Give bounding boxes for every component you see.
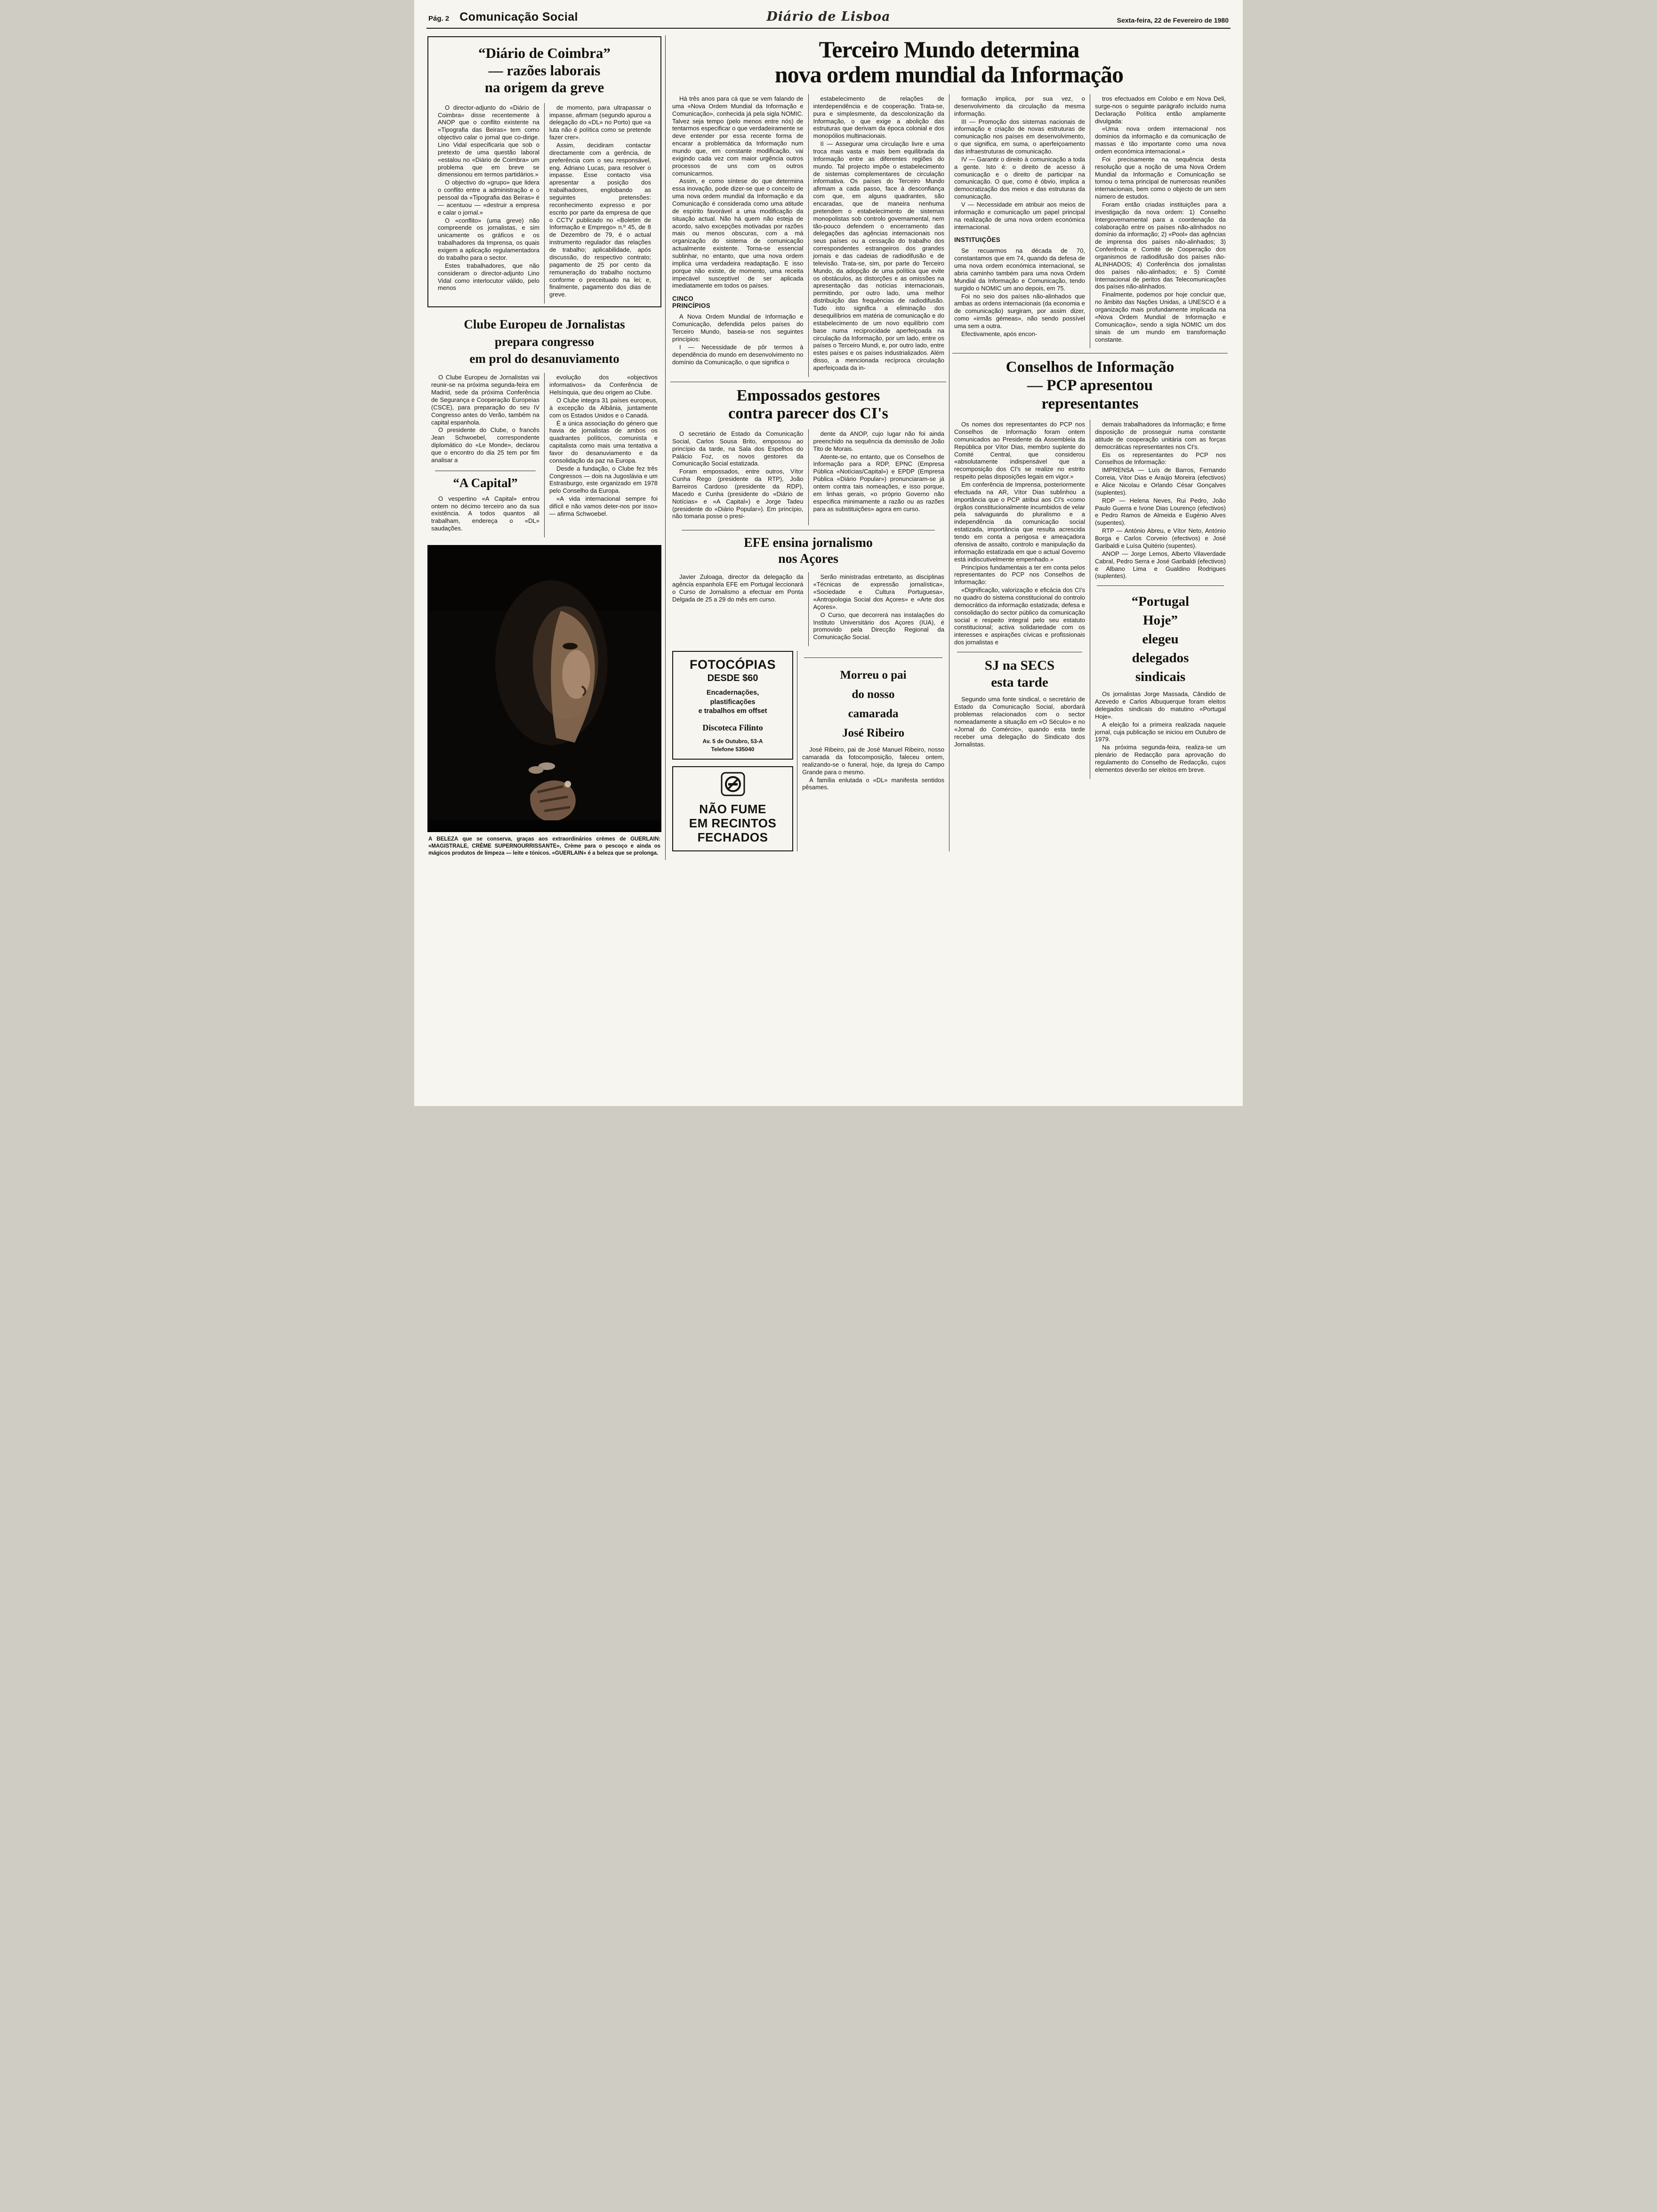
headline-line: Morreu o pai	[840, 669, 907, 682]
subhead-line: CINCO	[672, 295, 693, 303]
paragraph: «Dignificação, valorização e eficácia dos CI's no quadro do sistema constitucional do controlo democrático da informação estatizada; defesa e consolidação do sector público da comunicação social e respeito integral pelo seu estatuto constitucional; activa solidariedade com os interesses e aspirações cívicas e profissionais dos jornalistas e	[954, 586, 1085, 646]
paragraph: O secretário de Estado da Comunicação Social, Carlos Sousa Brito, empossou ao princípio da tarde, na Sala dos Espelhos do Palácio Foz, os novos gestores da Comunicação Social estatizada.	[672, 430, 804, 467]
column-text	[431, 495, 539, 532]
headline-line: na origem da greve	[484, 79, 604, 96]
article-headline: “A Capital”	[435, 471, 536, 490]
right-zone-halves	[668, 94, 1231, 851]
subhead-line: PRINCÍPIOS	[672, 302, 711, 310]
ads-and-obituary-row	[668, 651, 949, 851]
headline-line: “Diário de Coimbra”	[478, 45, 611, 61]
article-clube-europeu	[426, 316, 662, 537]
paragraph: Os jornalistas Jorge Massada, Cândido de Azevedo e Carlos Albuquerque foram eleitos delegados sindicais do matutino «Portugal Hoje».	[1095, 690, 1226, 720]
headline-line: — PCP apresentou	[1027, 377, 1153, 394]
paragraph: Foram então criadas instituições para a investigação da nova ordem: 1) Conselho Intergovernamental para a coordenação da colaboração entre os países não-alinhados no domínio da informação; 2) «Pool» das agências de imprensa dos países não-alinhados; 3) Conferência e Comité de Cooperação dos organismos de radiodifusão dos países não-ALINHADOS; 4) Conferência dos jornalistas dos países não-alinhados; e 5) Comité Internacional de peritos das Telecomunicações dos países não-alinhados.	[1095, 201, 1226, 290]
paragraph: RDP — Helena Neves, Rui Pedro, João Paulo Guerra e Ivone Dias Lourenço (efectivos) e Pedro Ramos de Almeida e Eugénio Alves (supentes).	[1095, 497, 1226, 527]
paragraph: demais trabalhadores da Informação; e firme disposição de prosseguir numa constante atitude de cooperação unitária com as forças democráticas representantes nos CI's.	[1095, 421, 1226, 450]
paragraph: «Uma nova ordem internacional nos domínios da informação e da comunicação de massas é tão importante como uma nova ordem económica internacional.»	[1095, 125, 1226, 155]
text-column	[1090, 94, 1231, 348]
paragraph: Assim, decidiram contactar directamente com a gerência, de preferência com o seu responsável, eng. Adriano Lucas, para resolver o impasse. Esse contacto visa apresentar a posição dos trabalhadores, englobando as seguintes pretensões: reconhecimento expresso e por escrito por parte da empresa de que o CCTV publicado no «Boletim de Informação e Emprego» n.º 45, de 8 de Dezembro de 79, é o actual instrumento regulador das relações de trabalho; aplicabilidade, após discussão, do respectivo contrato; pagamento de 25 por cento da remuneração do trabalho nocturno conforme o preceituado na lei; e, finalmente, pagamento dos dias de greve.	[549, 142, 651, 298]
paragraph: Finalmente, podemos por hoje concluir que, no âmbito das Nações Unidas, a UNESCO é a organização mais profundamente implicada na «Nova Ordem Mundial de Informação e Comunicação», sendo a sigla NOMIC um dos sinais de um mundo em transformação constante.	[1095, 291, 1226, 343]
headline-line: representantes	[1041, 395, 1139, 413]
article-columns	[668, 572, 949, 646]
article-columns	[949, 94, 1231, 348]
ad-text	[678, 802, 788, 845]
paragraph: III — Promoção dos sistemas nacionais de informação e criação de novas estruturas de comunicação nos países em desenvolvimento, o que significa, em suma, o aperfeiçoamento das infraestruturas de comunicação.	[954, 118, 1085, 155]
paragraph: A eleição foi a primeira realizada naquele jornal, cuja publicação se iniciou em Outubro de 1979.	[1095, 721, 1226, 743]
page-header	[426, 5, 1231, 29]
article-sj-na-secs	[954, 652, 1085, 748]
paragraph: I — Necessidade de pôr termos à dependência do mundo em desenvolvimento no domínio da Comunicação, o que significa o	[672, 343, 804, 366]
paragraph: formação implica, por sua vez, o desenvolvimento da circulação da mesma informação.	[954, 95, 1085, 117]
headline-line: do nosso	[852, 688, 895, 701]
paragraph: «A vida internacional sempre foi difícil e não vamos deter-nos por isso» — afirma Schwoebel.	[549, 495, 658, 517]
paragraph: Princípios fundamentais a ter em conta pelos representantes do PCP nos Conselhos de Informação:	[954, 563, 1085, 586]
column-text	[431, 374, 539, 464]
headline-line: José Ribeiro	[842, 727, 905, 740]
paragraph: O objectivo do «grupo» que lidera o conflito entre a administração e o pessoal da «Tipografia das Beiras» é — acentuou — «destruir a empresa e calar o jornal.»	[438, 179, 539, 216]
headline-line: nos Açores	[778, 551, 838, 566]
headline-line: Terceiro Mundo determina	[819, 36, 1079, 63]
paragraph: de momento, para ultrapassar o impasse, afirmam (segundo apurou a delegação do «DL» no Porto) que «a luta não é política como se pretende fazer crer».	[549, 104, 651, 141]
headline-line: Hoje”	[1142, 613, 1178, 628]
article-columns	[426, 373, 662, 537]
paragraph: Segundo uma fonte sindical, o secretário de Estado da Comunicação Social, abordará problemas relacionados com o sector nomeadamente a situação em «O Século» e no «Jornal do Comércio», quando esta tarde receber uma delegação do Sindicato dos Jornalistas.	[954, 696, 1085, 748]
paragraph: O vespertino «A Capital» entrou ontem no décimo terceiro ano da sua existência. A todos quantos ali trabalham, endereça o «DL» saudações.	[431, 495, 539, 532]
article-headline	[670, 382, 946, 423]
fotocopias-ad	[672, 651, 793, 760]
text-column	[949, 94, 1090, 348]
ad-services	[678, 689, 788, 716]
text-column	[808, 94, 949, 377]
paragraph: Serão ministradas entretanto, as disciplinas «Técnicas de expressão jornalística», «Sociedade e Cultura Portuguesa», «Antropologia Social dos Açores» e «Arte dos Açores».	[813, 573, 944, 610]
paragraph: À família enlutada o «DL» manifesta sentidos pêsames.	[802, 776, 944, 791]
half-left	[668, 94, 949, 851]
paragraph: É a única associação do género que havia de jornalistas de ambos os quadrantes políticos, comunista e capitalista como mais uma tentativa a favor do desanuviamento e da consolidação da paz na Europa.	[549, 419, 658, 464]
headline-line: delegados	[1132, 650, 1189, 666]
headline-line: sindicais	[1135, 669, 1186, 685]
column-text	[954, 95, 1085, 231]
text-column	[668, 94, 808, 377]
paragraph: Na próxima segunda-feira, realiza-se um plenário de Redacção para aprovação do regulamento do Conselho de Redacção, cujos elementos deverão ser eleitos em breve.	[1095, 744, 1226, 773]
text-column	[426, 373, 544, 537]
headline-line: nova ordem mundial da Informação	[774, 61, 1124, 88]
article-headline	[426, 316, 662, 367]
text-column	[949, 420, 1090, 779]
subhead-instituicoes: INSTITUIÇÕES	[954, 236, 1001, 244]
headline-line: em prol do desanuviamento	[469, 351, 619, 366]
paragraph: II — Assegurar uma circulação livre e uma troca mais vasta e mais bem equilibrada da Informação entre as diferentes regiões do mundo. Tal projecto impõe o estabelecimento de sistemas complementares de circulação informativa. Os países do Terceiro Mundo afirmam a cada passo, face à desconfiança com que, em alguns quadrantes, são encaradas, que de maneira nenhuma pretendem o estabelecimento de sistemas monopolistas sob controlo governamental, nem tão-pouco defendem o encerramento das delegações das agências internacionais nos seus países ou a cessação do trabalho dos correspondentes estrangeiros dos grandes jornais e das cadeias de radiodifusão e de televisão. Trata-se, sim, por parte do Terceiro Mundo, da adopção de uma política que evite os obstáculos, as distorções e as omissões na apresentação das notícias internacionais, permitindo, por outro lado, uma melhor distribuição das frequências de radiodifusão. Tudo isto significa a eliminação dos desequilíbrios em matéria de comunicação e do estabelecimento de um novo equilíbrio com base numa reciprocidade aperfeiçoada na circulação da Informação, por um lado, entre os países o Terceiro Mundi, e, por outro lado, entre estes países e os países industrializados. Além disso, a mencionada recíproca circulação aperfeiçoada da in-	[813, 140, 944, 371]
ad-service-line: e trabalhos em offset	[698, 707, 767, 715]
paragraph: estabelecimento de relações de interdependência e de cooperação. Trata-se, pura e simplesmente, da descolonização da Informação, o que exige a abolição das estruturas que derivam da época colonial e dos monopólios multinacionais.	[813, 95, 944, 140]
article-efe-jornalismo	[668, 525, 949, 646]
masthead-logo: Diário de Lisboa	[766, 9, 891, 24]
ad-phone: Telefone 535040	[711, 745, 755, 753]
paragraph: Estes trabalhadores, que não consideram o director-adjunto Lino Vidal como interlocutor válido, pelo menos	[438, 262, 539, 292]
article-columns	[433, 103, 656, 304]
article-obituario-jose-ribeiro	[802, 657, 944, 791]
article-empossados-gestores	[668, 377, 949, 525]
header-left	[428, 10, 766, 24]
headline-line: — razões laborais	[488, 62, 601, 79]
article-headline	[433, 45, 656, 96]
paragraph: Atente-se, no entanto, que os Conselhos de Informação para a RDP, EPNC (Empresa Pública «Notícias/Capital») e EPDP (Empresa Pública «Diário Popular») pronunciaram-se já ontem contra tais nomeações, e isso porque, em linhas gerais, «o próprio Governo não especifica minimamente a razão ou as razões para as substituições» agora em curso.	[813, 453, 944, 513]
text-column	[1090, 420, 1231, 779]
paragraph: Foi precisamente na sequência desta resolução que a noção de uma Nova Ordem Mundial da Informação e Comunicação se tornou o tema principal de numerosas reuniões internacionais, bem como o objecto de um sem número de estudos.	[1095, 155, 1226, 200]
subhead-cinco-principios	[672, 295, 804, 309]
photo-guerlain	[427, 545, 661, 857]
paragraph: Se recuarmos na década de 70, constantamos que em 74, quando da defesa de uma nova ordem económica internacional, se abria caminho também para uma nova Ordem Mundial da Informação e Comunicação, tendo surgido o NOMIC um ano depois, em 75.	[954, 247, 1085, 292]
text-column	[433, 103, 544, 304]
column-text	[672, 313, 804, 366]
headline-line: EFE ensina jornalismo	[744, 536, 873, 551]
text-column	[544, 103, 656, 304]
paragraph: Os nomes dos representantes do PCP nos Conselhos de Informação foram ontem comunicados ao Presidente da Assembleia da República por Vítor Dias, membro suplente do Comité Central, que considerou «absolutamente indispensável que a recomposição dos CI's se realize no estrito respeito pelas disposições legais em vigor.»	[954, 421, 1085, 481]
article-conselhos-informacao	[949, 348, 1231, 778]
ad-text-line: EM RECINTOS	[689, 816, 777, 831]
ad-text-line: FECHADOS	[697, 830, 768, 845]
ads-stack	[668, 651, 797, 851]
paragraph: RTP — António Abreu, e Vítor Neto, António Borga e Carlos Corveio (efectivos) e José Garibaldi e Luísa Quitério (supentes).	[1095, 527, 1226, 549]
text-column	[668, 572, 808, 646]
paragraph: Desde a fundação, o Clube fez três Congressos — dois na Jugoslávia e um Estrasburgo, este organizado em 1978 pelo Conselho da Europa.	[549, 465, 658, 495]
headline-line: “Portugal	[1131, 594, 1190, 609]
paragraph: evolução dos «objectivos informativos» da Conferência de Helsínquia, que deu origem ao Clube.	[549, 374, 658, 396]
article-headline	[804, 657, 942, 740]
paragraph: ANOP — Jorge Lemos, Alberto Vilaverdade Cabral, Pedro Serra e José Garibaldi (efectivos) e Albano Lima e Gualdino Rodrigues (suplentes).	[1095, 550, 1226, 580]
no-smoking-icon	[721, 772, 745, 799]
ad-subtitle: DESDE $60	[707, 673, 758, 684]
article-diario-de-coimbra	[427, 36, 661, 307]
page-body	[426, 35, 1231, 860]
paragraph: O Clube integra 31 países europeus, à excepção da Albânia, juntamente com os Estados Unidos e o Canadá.	[549, 396, 658, 419]
column-text	[954, 421, 1085, 646]
paragraph: O Curso, que decorrerá nas instalações do Instituto Universitário dos Açores (IUA), é promovido pela Direcção Regional da Comunicação Social.	[813, 611, 944, 641]
left-zone	[426, 35, 665, 860]
headline-line: esta tarde	[991, 675, 1048, 690]
paragraph: Foi no seio dos países não-alinhados que ambas as ordens internacionais (da economia e de comunicação) surgiram, por assim dizer, como «irmãs gémeas», não sendo possível uma sem a outra.	[954, 292, 1085, 330]
column-text	[954, 247, 1085, 337]
photo-image	[427, 545, 661, 832]
article-headline	[952, 353, 1228, 413]
paragraph: O presidente do Clube, o francês Jean Schwoebel, correspondente diplomático do «Le Monde», declarou que o encontro do dia 25 tem por fim analisar a	[431, 426, 539, 464]
paragraph: IMPRENSA — Luís de Barros, Fernando Correia, Vítor Dias e Araújo Moreira (efectivos) e Alice Nicolau e Orlando César Gonçalves (suplentes).	[1095, 466, 1226, 496]
article-headline	[682, 530, 935, 567]
article-portugal-hoje	[1095, 585, 1226, 773]
paragraph: Assim, e como síntese do que determina essa inovação, pode dizer-se que o conceito de uma nova ordem mundial da Informação e da Comunicação é considerada como uma atitude de espírito favorável a uma modificação da situação actual. Não há quem não esteja de acordo, salvo excepções motivadas por razões mais ou menos obscuras, com a má organização do sistema de comunicação actualmente existente. Torna-se essencial sublinhar, no entanto, que uma nova ordem implica uma verdadeira readaptação. E isso porque não existe, de momento, uma receita impecável susceptível de ser aplicada imediatamente em todos os países.	[672, 177, 804, 289]
half-right	[949, 94, 1231, 851]
photo-caption: A BELEZA que se conserva, graças aos extraordinários crémes de GUERLAIN: «MAGISTRALE, CRÈME SUPERNOURRISSANTE», Crème para o pescoço e ainda os mágicos produtos de limpeza — leite e tónicos. «GUERLAIN» é a beleza que se prolonga.	[428, 836, 660, 856]
column-text	[1095, 421, 1226, 580]
article-headline	[957, 652, 1082, 691]
text-column	[668, 429, 808, 525]
page-number: Pág. 2	[428, 15, 450, 23]
main-headline	[672, 37, 1226, 87]
right-zone	[665, 35, 1231, 860]
article-columns	[668, 429, 949, 525]
article-columns	[668, 94, 949, 377]
ad-address-line: Av. 5 de Outubro, 53-A	[702, 737, 763, 745]
text-column	[808, 572, 949, 646]
edition-date: Sexta-feira, 22 de Fevereiro de 1980	[1117, 16, 1229, 24]
ad-title: FOTOCÓPIAS	[690, 657, 776, 672]
newspaper-page	[414, 0, 1243, 1106]
headline-line: prepara congresso	[494, 334, 595, 349]
headline-line: elegeu	[1142, 632, 1179, 647]
paragraph: José Ribeiro, pai de José Manuel Ribeiro, nosso camarada da fotocomposição, faleceu ontem, realizando-se o funeral, hoje, da Igreja do Campo Grande para o mesmo.	[802, 746, 944, 776]
paragraph: Em conferência de Imprensa, posteriormente efectuada na AR, Vítor Dias sublinhou a importância que o PCP atribui aos CI's «como órgãos constitucionalmente incumbidos de velar pela salvaguarda do pluralismo e a independência da comunicação social estatizada, importância que resulta acrescida tendo em conta a perigosa e ameaçadora ofensiva de assalto, controlo e manipulação da informação estatizada em que o actual Governo está indiscutivelmente empenhado.»	[954, 481, 1085, 563]
paragraph: Efectivamente, após encon-	[961, 330, 1038, 337]
paragraph: O «conflito» (uma greve) não compreende os jornalistas, e sim unicamente os gráficos e os trabalhadores da Imprensa, os quais exigem a aplicação regulamentadora do trabalho para o sector.	[438, 216, 539, 261]
headline-line: camarada	[848, 707, 899, 721]
paragraph: Eis os representantes do PCP nos Conselhos de Informação:	[1095, 451, 1226, 466]
ad-text-line: NÃO FUME	[699, 802, 766, 817]
paragraph: tros efectuados em Colobo e em Nova Deli, surge-nos o seguinte parágrafo incluído numa Declaração Política então amplamente divulgada:	[1095, 95, 1226, 125]
headline-line: Empossados gestores	[736, 386, 880, 404]
headline-line: Clube Europeu de Jornalistas	[464, 317, 625, 332]
headline-line: SJ na SECS	[984, 657, 1055, 673]
paragraph: Javier Zuloaga, director da delegação da agência espanhola EFE em Portugal leccionará o Curso de Jornalismo a efectuar em Ponta Delgada de 25 a 29 do mês em curso.	[672, 573, 804, 603]
headline-line: contra parecer dos CI's	[728, 404, 888, 422]
obituary-column	[797, 651, 949, 851]
paragraph: O director-adjunto do «Diário de Coimbra» disse recentemente à ANOP que o conflito existente na «Tipografia das Beiras» tem como objectivo calar o jornal que co-dirige. Lino Vidal especificaria que sob o pretexto de uma questão laboral «estalou no «Diário de Coimbra» um problema que em breve se dimensionou em termos partidários.»	[438, 104, 539, 178]
text-column	[544, 373, 662, 537]
column-text	[802, 746, 944, 791]
ad-service-line: plastificações	[710, 698, 756, 706]
paragraph: Há três anos para cá que se vem falando de uma «Nova Ordem Mundial da Informação e Comunicação», conhecida já pela sigla NOMIC. Talvez seja tempo (pelo menos entre nós) de tentarmos especificar o que verdadeiramente se deve entender por essa recente forma de encarar a problemática da Informação num mundo que, em constante modificação, vai exigindo cada vez com maior urgência outros processos de uns com os outros comunicarmos.	[672, 95, 804, 177]
ad-store-name: Discoteca Filinto	[702, 722, 763, 732]
article-a-capital	[431, 471, 539, 532]
column-text	[672, 95, 804, 289]
paragraph: dente da ANOP, cujo lugar não foi ainda preenchido na sequência da demissão de João Tito de Morais.	[813, 430, 944, 452]
paragraph: IV — Garantir o direito à comunicação a toda a gente. Isto é: o direito de acesso à comunicação e o direito de participar na comunicação. O que, como é óbvio, implica a democratização dos meios e das estruturas da comunicação.	[954, 155, 1085, 200]
ad-service-line: Encadernações,	[706, 689, 759, 697]
section-title: Comunicação Social	[459, 10, 578, 24]
column-text	[1095, 690, 1226, 773]
ad-address	[678, 737, 788, 753]
paragraph: O Clube Europeu de Jornalistas vai reunir-se na próxima segunda-feira em Madrid, sede da próxima Conferência de Segurança e Cooperação Europeias (CSCE), para preparação do seu IV Congresso antes do Verão, também na capital espanhola.	[431, 374, 539, 426]
paragraph: Foram empossados, entre outros, Vítor Cunha Rego (presidente da RTP), João Barreiros Cardoso (presidente da RDP), Macedo e Cunha (presidente do «Diário de Notícias» e «A Capital») e Jorge Tadeu (presidente do «Diário Popular»). Em princípio, não tomaria posse o presi-	[672, 468, 804, 520]
nao-fume-ad	[672, 766, 793, 851]
column-text	[954, 696, 1085, 748]
paragraph: V — Necessidade em atribuir aos meios de informação e comunicação um papel principal na realização de uma nova ordem económica internacional.	[954, 201, 1085, 231]
headline-line: Conselhos de Informação	[1005, 359, 1174, 376]
article-headline	[1097, 585, 1224, 685]
paragraph: A Nova Ordem Mundial de Informação e Comunicação, defendida pelos países do Terceiro Mundo, baseia-se nos seguintes princípios:	[672, 313, 804, 343]
text-column	[808, 429, 949, 525]
article-columns	[949, 420, 1231, 779]
